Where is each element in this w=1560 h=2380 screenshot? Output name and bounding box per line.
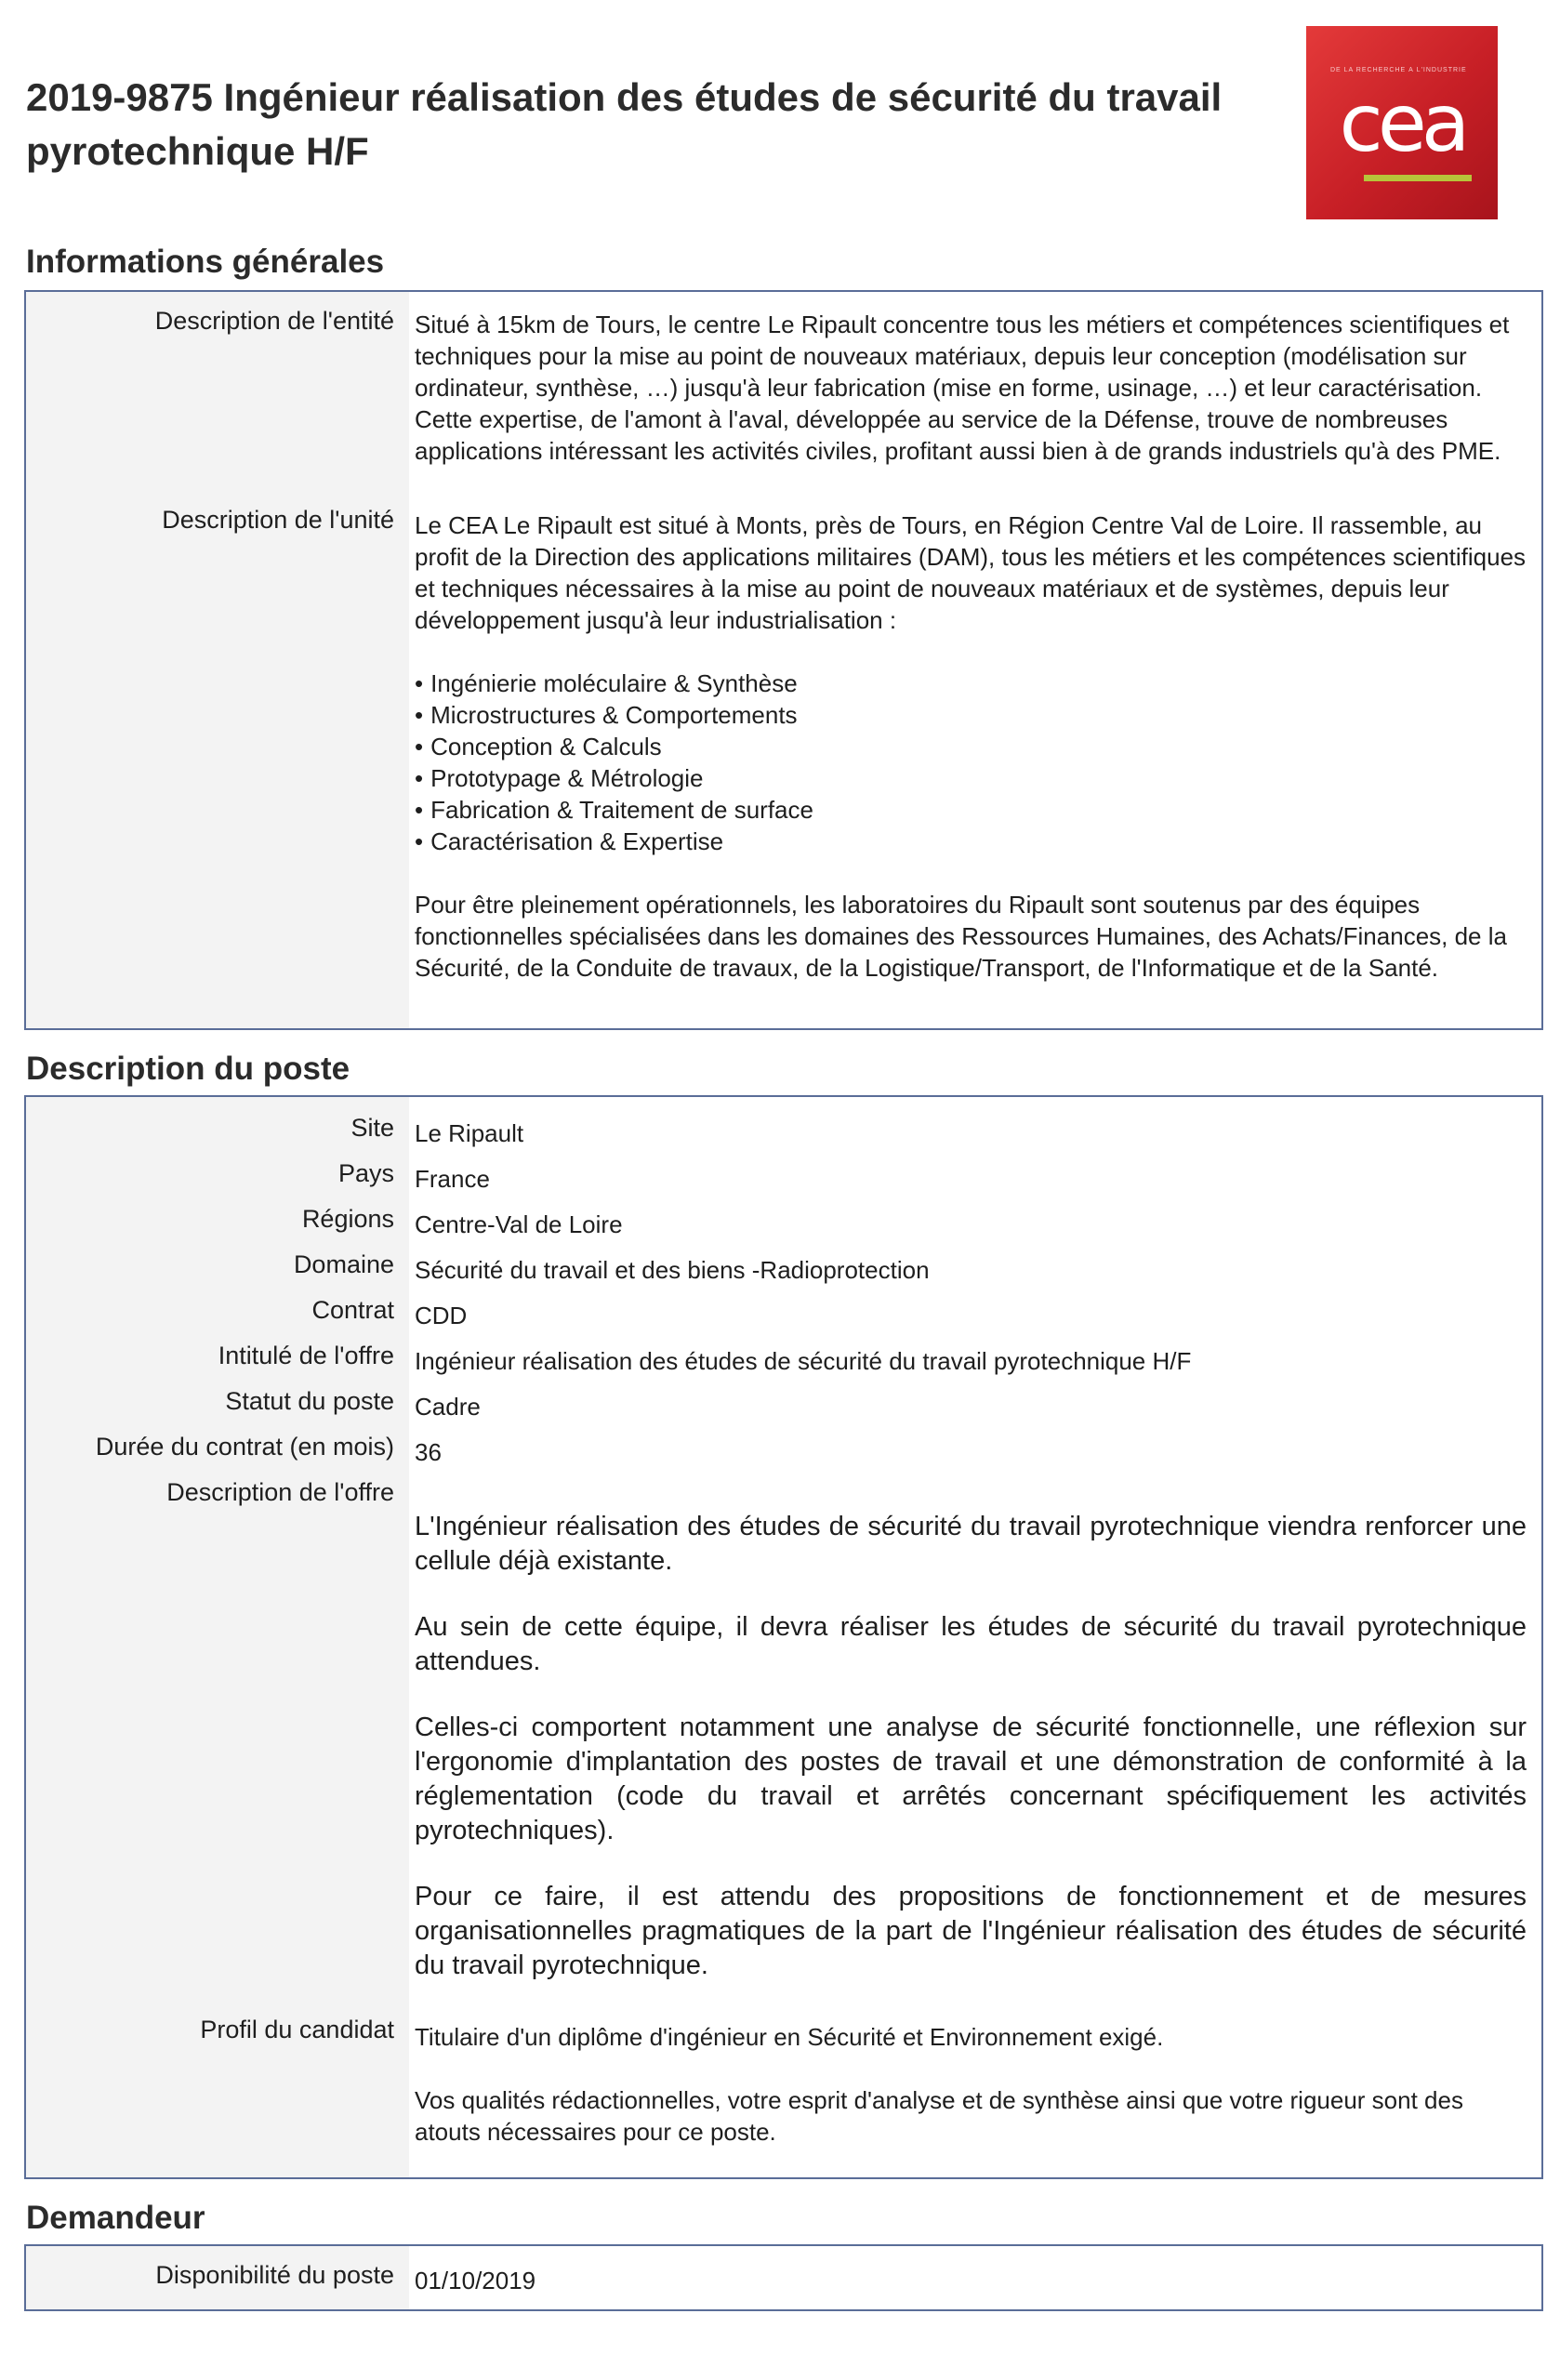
field-value-contract: CDD [415, 1302, 468, 1329]
unit-description [415, 509, 1527, 984]
list-item: • Microstructures & Comportements [415, 699, 1527, 731]
field-label-site: Site [350, 1114, 394, 1142]
offer-paragraph: L'Ingénieur réalisation des études de sécurité du travail pyrotechnique viendra renforcer une cellule déjà existante. [415, 1512, 1527, 1576]
offer-paragraph: Pour ce faire, il est attendu des propositions de fonctionnement et de mesures organisationnelles pragmatiques de la part de l'Ingénieur réalisation des études de sécurité du travail pyrotechnique. [415, 1882, 1527, 1980]
section-heading-requester: Demandeur [26, 2200, 205, 2236]
field-value-country: France [415, 1165, 490, 1193]
offer-paragraph: Au sein de cette équipe, il devra réaliser les études de sécurité du travail pyrotechnique attendues. [415, 1612, 1527, 1676]
field-label-regions: Régions [301, 1205, 394, 1233]
availability-label: Disponibilité du poste [155, 2261, 394, 2289]
logo-tagline: DE LA RECHERCHE À L'INDUSTRIE [1330, 67, 1467, 73]
label-column [26, 292, 409, 1028]
field-label-offer-title: Intitulé de l'offre [218, 1342, 394, 1369]
job-description-box [24, 1095, 1543, 2179]
field-value-site: Le Ripault [415, 1119, 524, 1147]
candidate-profile [415, 2021, 1527, 2148]
general-info-box [24, 290, 1543, 1030]
field-label-domain: Domaine [293, 1250, 394, 1278]
list-item: • Conception & Calculs [415, 731, 1527, 762]
unit-description-label: Description de l'unité [162, 506, 394, 534]
field-value-status: Cadre [415, 1393, 481, 1421]
unit-intro: Le CEA Le Ripault est situé à Monts, près de Tours, en Région Centre Val de Loire. Il rassemble, au profit de la Direction des applications militaires (DAM), tous les métiers et les compétences scientifiques et techniques nécessaires à la mise au point de nouveaux matériaux et de systèmes, depuis leur développement jusqu'à leur industrialisation : [415, 511, 1527, 634]
field-value-offer-title: Ingénieur réalisation des études de sécurité du travail pyrotechnique H/F [415, 1347, 1192, 1375]
field-value-duration: 36 [415, 1438, 442, 1466]
field-value-regions: Centre-Val de Loire [415, 1210, 623, 1238]
profile-paragraph: Titulaire d'un diplôme d'ingénieur en Sécurité et Environnement exigé. [415, 2023, 1164, 2051]
entity-description-text: Situé à 15km de Tours, le centre Le Ripault concentre tous les métiers et compétences scientifiques et techniques pour la mise au point de nouveaux matériaux, depuis leur conception (modélisation sur ordinateur, synthèse, …) jusqu'à leur fabrication (mise en forme, usinage, …) et leur caractérisation. Cette expertise, de l'amont à l'aval, développée au service de la Défense, trouve de nombreuses applications intéressant les activités civiles, profitant aussi bien à de grands industriels qu'à des PME. [415, 311, 1510, 465]
logo-accent-bar [1364, 175, 1472, 181]
field-label-duration: Durée du contrat (en mois) [95, 1433, 394, 1461]
list-item: • Fabrication & Traitement de surface [415, 794, 1527, 826]
offer-paragraph: Celles-ci comportent notamment une analyse de sécurité fonctionnelle, une réflexion sur l'ergonomie d'implantation des postes de travail et une démonstration de conformité à la réglementation (code du travail et arrêtés concernant spécifiquement les activités pyrotechniques). [415, 1712, 1527, 1845]
unit-outro: Pour être pleinement opérationnels, les laboratoires du Ripault sont soutenus par des équipes fonctionnelles spécialisées dans les domaines des Ressources Humaines, des Achats/Finances, de la Sécurité, de la Conduite de travaux, de la Logistique/Transport, de l'Informatique et de la Santé. [415, 891, 1507, 982]
field-value-domain: Sécurité du travail et des biens -Radioprotection [415, 1256, 930, 1284]
list-item: • Caractérisation & Expertise [415, 826, 1527, 857]
logo-wordmark: cea [1339, 77, 1465, 170]
field-label-status: Statut du poste [225, 1387, 394, 1415]
offer-description-label: Description de l'offre [166, 1478, 394, 1506]
section-heading-job: Description du poste [26, 1051, 350, 1087]
requester-box [24, 2244, 1543, 2311]
unit-bullet-list [415, 668, 1527, 857]
profile-paragraph: Vos qualités rédactionnelles, votre esprit d'analyse et de synthèse ainsi que votre rigueur sont des atouts nécessaires pour ce poste. [415, 2086, 1463, 2146]
candidate-profile-label: Profil du candidat [200, 2016, 394, 2043]
page-title: 2019-9875 Ingénieur réalisation des études de sécurité du travail pyrotechnique H/F [26, 75, 1223, 173]
field-label-contract: Contrat [311, 1296, 394, 1324]
availability-value: 01/10/2019 [415, 2267, 536, 2294]
list-item: • Prototypage & Métrologie [415, 762, 1527, 794]
section-heading-general: Informations générales [26, 244, 385, 280]
list-item: • Ingénierie moléculaire & Synthèse [415, 668, 1527, 699]
offer-description [415, 1510, 1527, 1983]
entity-description-label: Description de l'entité [154, 307, 394, 335]
cea-logo [1306, 26, 1498, 219]
field-label-country: Pays [337, 1159, 394, 1187]
